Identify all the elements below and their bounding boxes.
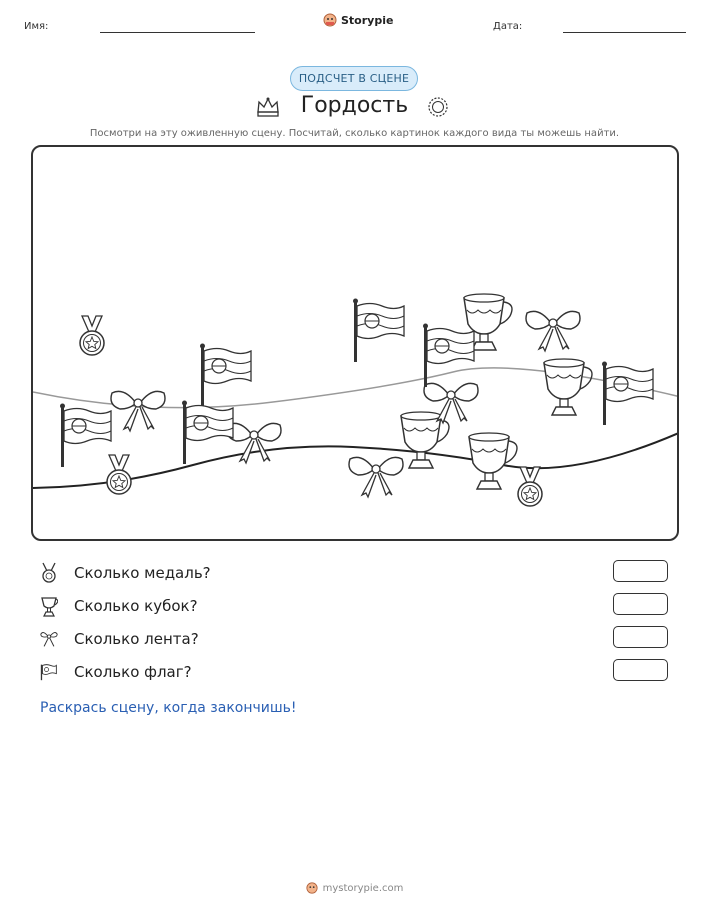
question-text: Сколько лента? (74, 630, 199, 648)
storypie-logo-icon (306, 882, 318, 894)
medal (107, 455, 131, 494)
answer-box-trophy[interactable] (613, 593, 668, 615)
storypie-logo-icon (323, 13, 337, 27)
question-ribbon (40, 626, 670, 654)
footer-url[interactable]: mystorypie.com (322, 882, 404, 894)
flag (200, 344, 251, 408)
counting-scene (31, 145, 679, 541)
date-line[interactable] (563, 32, 686, 33)
question-medal (40, 560, 670, 588)
question-text: Сколько медаль? (74, 564, 211, 582)
laurel-wreath-icon (425, 94, 451, 120)
instructions: Посмотри на эту оживленную сцену. Посчитай, сколько картинок каждого вида ты можешь найти. (89, 128, 620, 139)
question-trophy (40, 593, 670, 621)
flag (602, 362, 653, 426)
answer-box-ribbon[interactable] (613, 626, 668, 648)
brand-logo (323, 13, 393, 27)
scene-drawing (33, 147, 679, 541)
flag (353, 299, 404, 363)
coloring-prompt: Раскрась сцену, когда закончишь! (40, 700, 297, 716)
trophy (544, 359, 592, 415)
trophy (469, 433, 517, 489)
answer-box-medal[interactable] (613, 560, 668, 582)
ribbon (227, 423, 281, 463)
ribbon (349, 457, 403, 497)
ribbon (526, 311, 580, 351)
ribbon-icon (40, 628, 58, 650)
footer (0, 882, 709, 894)
question-flag (40, 659, 670, 687)
flag-icon (40, 661, 58, 683)
activity-badge: ПОДСЧЕТ В СЦЕНЕ (290, 66, 418, 91)
flag (182, 401, 233, 465)
name-line[interactable] (100, 32, 255, 33)
date-label: Дата: (493, 21, 523, 32)
question-text: Сколько кубок? (74, 597, 198, 615)
question-text: Сколько флаг? (74, 663, 192, 681)
medal-icon (40, 562, 58, 584)
trophy-icon (40, 595, 58, 617)
name-label: Имя: (24, 21, 49, 32)
answer-box-flag[interactable] (613, 659, 668, 681)
brand-name: Storypie (341, 13, 394, 27)
medal (80, 316, 104, 355)
page-title: Гордость (300, 93, 409, 118)
ribbon (111, 391, 165, 431)
flag (60, 404, 111, 468)
medal (518, 467, 542, 506)
